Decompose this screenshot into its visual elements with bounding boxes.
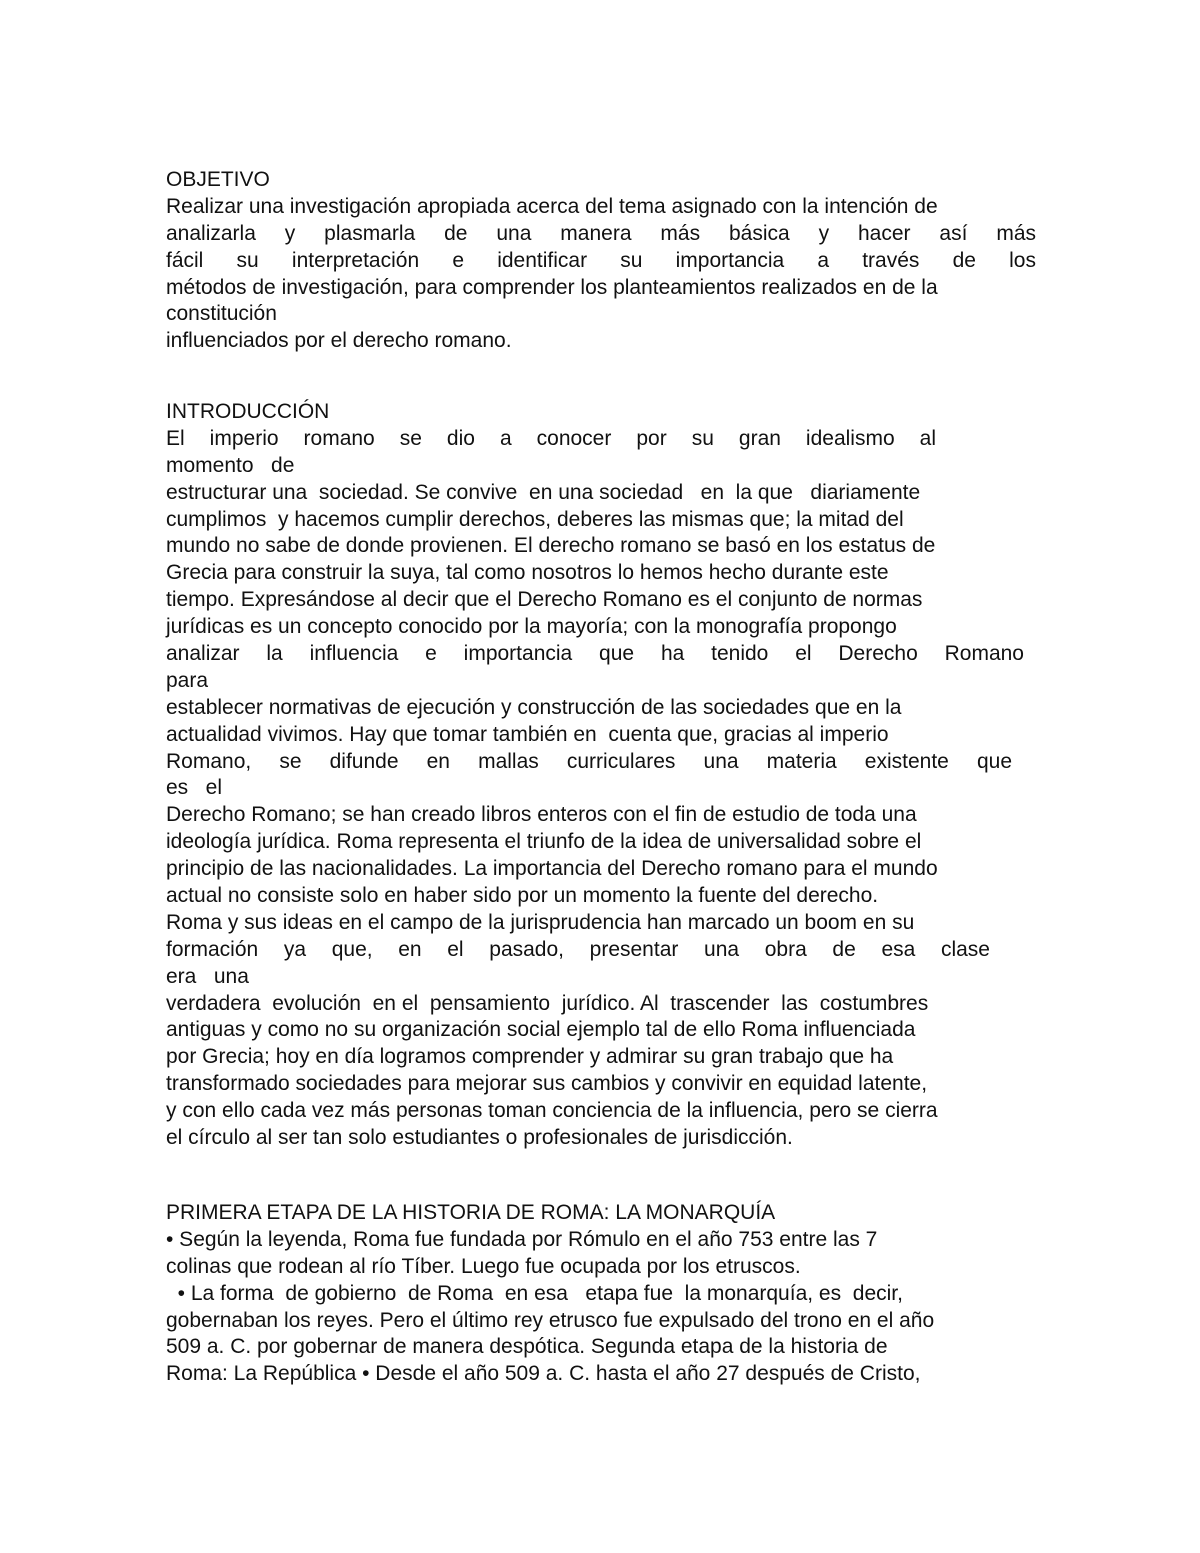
paragraph-line: estructurar una sociedad. Se convive en una sociedad en la que diariamente — [166, 480, 921, 504]
paragraph-line: era una — [166, 964, 249, 988]
paragraph-line: por Grecia; hoy en día logramos comprender y admirar su gran trabajo que ha — [166, 1045, 894, 1069]
paragraph-line: constitución — [166, 302, 277, 326]
paragraph-line: influenciados por el derecho romano. — [166, 329, 512, 353]
section-objetivo — [166, 167, 1036, 355]
paragraph-line: • La forma de gobierno de Roma en esa etapa fue la monarquía, es decir, — [166, 1281, 903, 1305]
paragraph-line: colinas que rodean al río Tíber. Luego fue ocupada por los etruscos. — [166, 1254, 801, 1278]
paragraph-line: y con ello cada vez más personas toman conciencia de la influencia, pero se cierra — [166, 1099, 938, 1123]
paragraph-line: Romano, se difunde en mallas curriculares una materia existente que — [166, 749, 1012, 773]
paragraph-line: El imperio romano se dio a conocer por su gran idealismo al — [166, 426, 936, 450]
paragraph-line: actual no consiste solo en haber sido por un momento la fuente del derecho. — [166, 884, 879, 908]
section-heading: INTRODUCCIÓN — [166, 400, 330, 423]
section-heading: OBJETIVO — [166, 168, 270, 191]
paragraph-line: Realizar una investigación apropiada acerca del tema asignado con la intención de — [166, 194, 938, 218]
paragraph-line: el círculo al ser tan solo estudiantes o profesionales de jurisdicción. — [166, 1126, 793, 1150]
paragraph-line: antiguas y como no su organización social ejemplo tal de ello Roma influenciada — [166, 1018, 916, 1042]
paragraph-line: fácil su interpretación e identificar su importancia a través de los — [166, 248, 1036, 272]
paragraph-line: • Según la leyenda, Roma fue fundada por Rómulo en el año 753 entre las 7 — [166, 1227, 878, 1251]
paragraph-line: actualidad vivimos. Hay que tomar también en cuenta que, gracias al imperio — [166, 722, 889, 746]
paragraph-line: analizar la influencia e importancia que ha tenido el Derecho Romano — [166, 642, 1024, 666]
section-monarquia — [166, 1200, 1036, 1388]
paragraph-line: Roma y sus ideas en el campo de la jurisprudencia han marcado un boom en su — [166, 910, 915, 934]
paragraph-line: analizarla y plasmarla de una manera más básica y hacer así más — [166, 221, 1036, 245]
paragraph-line: cumplimos y hacemos cumplir derechos, deberes las mismas que; la mitad del — [166, 507, 904, 531]
paragraph-line: 509 a. C. por gobernar de manera despótica. Segunda etapa de la historia de — [166, 1335, 888, 1359]
paragraph-line: Roma: La República • Desde el año 509 a. C. hasta el año 27 después de Cristo, — [166, 1362, 921, 1386]
section-introduccion — [166, 399, 1036, 1152]
section-heading: PRIMERA ETAPA DE LA HISTORIA DE ROMA: LA MONARQUÍA — [166, 1201, 776, 1224]
paragraph-line: es el — [166, 776, 223, 800]
paragraph-line: tiempo. Expresándose al decir que el Derecho Romano es el conjunto de normas — [166, 588, 923, 612]
paragraph-line: Derecho Romano; se han creado libros enteros con el fin de estudio de toda una — [166, 803, 917, 827]
paragraph-line: Grecia para construir la suya, tal como nosotros lo hemos hecho durante este — [166, 561, 889, 585]
paragraph-line: transformado sociedades para mejorar sus cambios y convivir en equidad latente, — [166, 1072, 928, 1096]
paragraph-line: mundo no sabe de donde provienen. El derecho romano se basó en los estatus de — [166, 534, 936, 558]
paragraph-line: métodos de investigación, para comprender los planteamientos realizados en de la — [166, 275, 938, 299]
paragraph-line: momento de — [166, 453, 295, 477]
paragraph-line: formación ya que, en el pasado, presentar una obra de esa clase — [166, 937, 990, 961]
paragraph-line: gobernaban los reyes. Pero el último rey etrusco fue expulsado del trono en el año — [166, 1308, 935, 1332]
paragraph-line: para — [166, 668, 209, 692]
paragraph-line: jurídicas es un concepto conocido por la mayoría; con la monografía propongo — [166, 615, 897, 639]
paragraph-line: verdadera evolución en el pensamiento jurídico. Al trascender las costumbres — [166, 991, 929, 1015]
paragraph-line: ideología jurídica. Roma representa el triunfo de la idea de universalidad sobre el — [166, 830, 922, 854]
paragraph-line: establecer normativas de ejecución y construcción de las sociedades que en la — [166, 695, 902, 719]
paragraph-line: principio de las nacionalidades. La importancia del Derecho romano para el mundo — [166, 857, 938, 881]
